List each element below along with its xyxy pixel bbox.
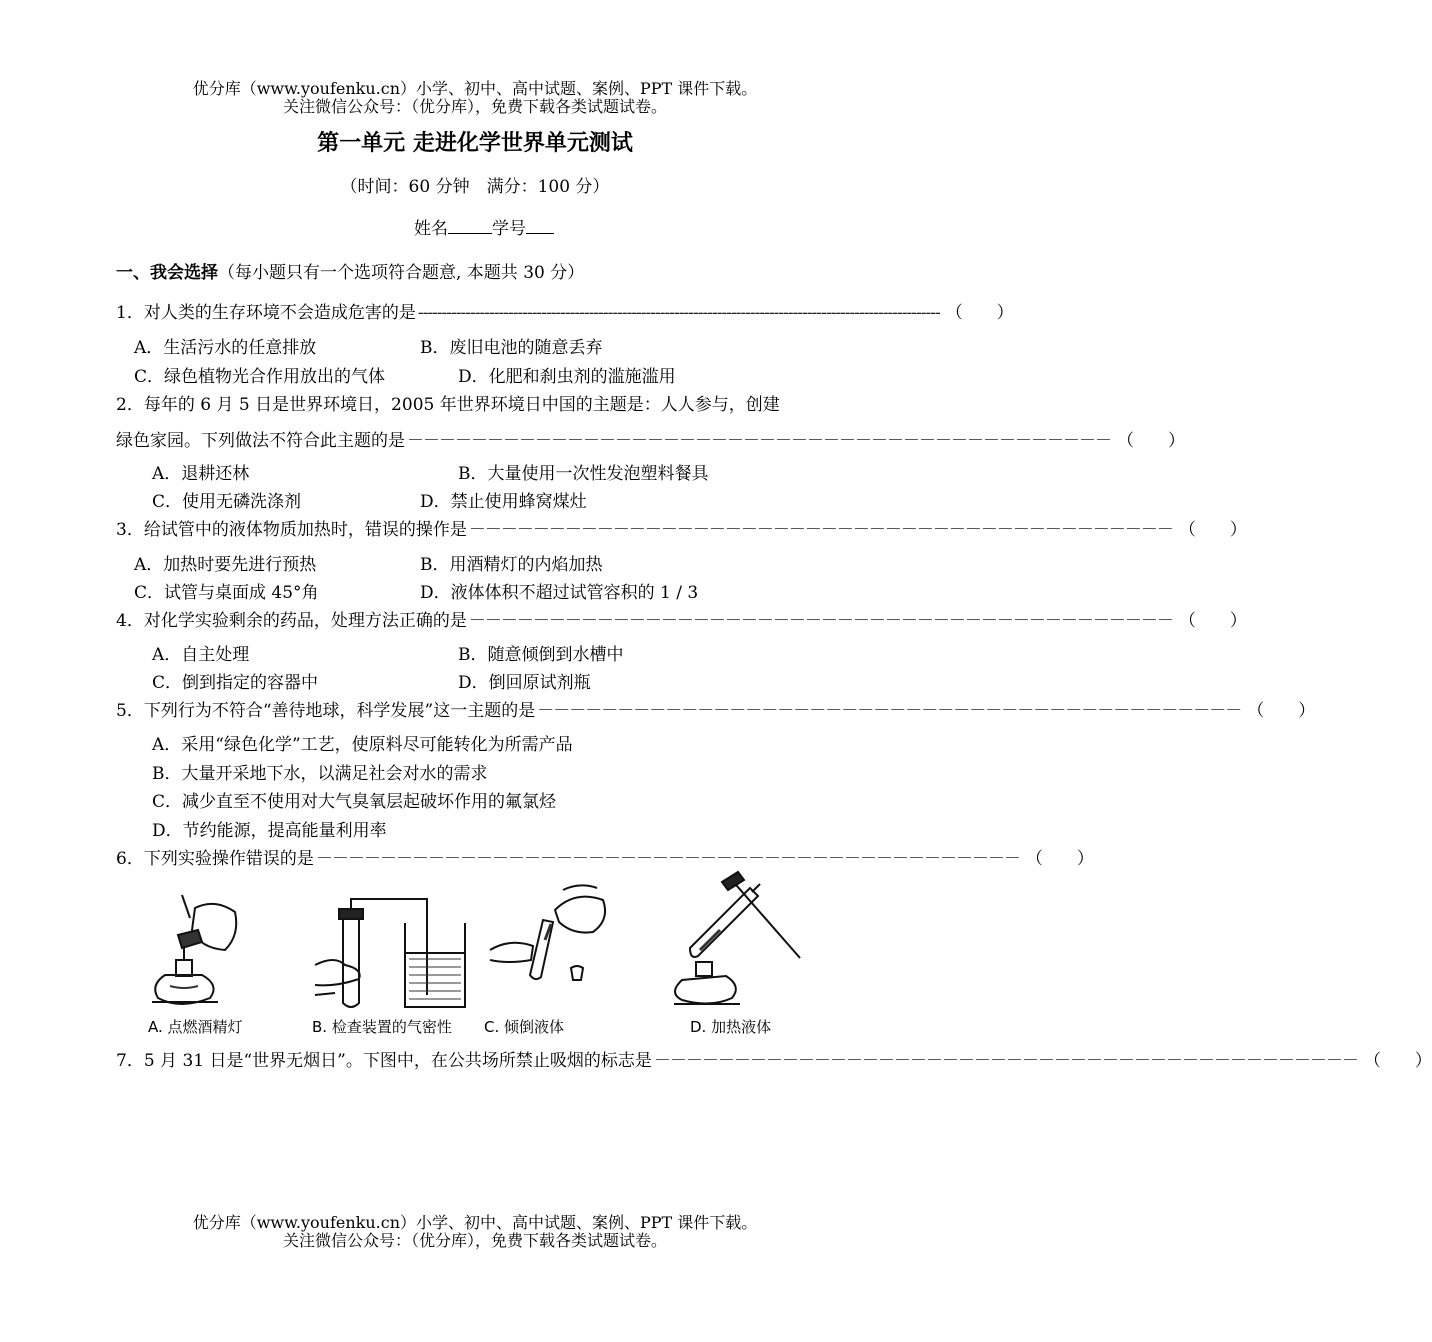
option[interactable]: A．自主处理 xyxy=(152,645,250,665)
question-3 xyxy=(116,515,1247,540)
airtightness-check-figure xyxy=(305,895,485,1013)
page-title: 第一单元 走进化学世界单元测试 xyxy=(317,131,633,156)
header-line-1: 优分库（www.youfenku.cn）小学、初中、高中试题、案例、PPT 课件下载。 xyxy=(192,79,758,98)
option[interactable]: C．试管与桌面成 45°角 xyxy=(134,583,319,603)
name-blank[interactable] xyxy=(448,219,492,234)
option[interactable]: D．化肥和刹虫剂的滥施滥用 xyxy=(458,367,676,387)
section-1-label: 一、我会选择 xyxy=(116,263,218,283)
dash-leader: －－－－－－－－－－－－－－－－－－－－－－－－－－－－－－－－－－－－－－－－－－－－ xyxy=(653,1051,1358,1071)
header-line-2: 关注微信公众号：（优分库），免费下载各类试题试卷。 xyxy=(282,97,667,116)
footer-line-1: 优分库（www.youfenku.cn）小学、初中、高中试题、案例、PPT 课件下载。 xyxy=(192,1213,758,1232)
answer-blank[interactable]: （ ） xyxy=(1247,701,1316,721)
option[interactable]: C．绿色植物光合作用放出的气体 xyxy=(134,367,386,387)
option[interactable]: D．节约能源，提高能量利用率 xyxy=(152,821,387,841)
question-stem: 6．下列实验操作错误的是 xyxy=(116,849,314,869)
dash-leader: －－－－－－－－－－－－－－－－－－－－－－－－－－－－－－－－－－－－－－－－－－－－ xyxy=(407,431,1111,451)
figure-caption-b: B. 检查装置的气密性 xyxy=(312,1018,452,1036)
student-info xyxy=(414,214,554,239)
dash-leader: －－－－－－－－－－－－－－－－－－－－－－－－－－－－－－－－－－－－－－－－－－－－ xyxy=(315,849,1020,869)
question-2 xyxy=(116,426,1185,451)
name-label: 姓名 xyxy=(414,219,448,239)
dash-leader: －－－－－－－－－－－－－－－－－－－－－－－－－－－－－－－－－－－－－－－－－－－－ xyxy=(468,611,1173,631)
figure-caption-c: C. 倾倒液体 xyxy=(484,1018,565,1036)
option[interactable]: D．液体体积不超过试管容积的 1 / 3 xyxy=(420,583,699,603)
heating-liquid-figure xyxy=(660,868,805,1010)
option[interactable]: B．用酒精灯的内焰加热 xyxy=(420,555,603,575)
question-stem: 1．对人类的生存环境不会造成危害的是 xyxy=(116,303,416,323)
question-stem: 7．5 月 31 日是“世界无烟日”。下图中，在公共场所禁止吸烟的标志是 xyxy=(116,1051,652,1071)
option[interactable]: A．采用“绿色化学”工艺，使原料尽可能转化为所需产品 xyxy=(152,735,573,755)
answer-blank[interactable]: （ ） xyxy=(1178,611,1247,631)
question-stem-cont: 绿色家园。下列做法不符合此主题的是 xyxy=(116,431,405,451)
question-7 xyxy=(116,1046,1432,1071)
option[interactable]: D．倒回原试剂瓶 xyxy=(458,673,591,693)
question-stem: 4．对化学实验剩余的药品，处理方法正确的是 xyxy=(116,611,467,631)
id-label: 学号 xyxy=(492,219,526,239)
id-blank[interactable] xyxy=(526,219,554,234)
option[interactable]: C．减少直至不使用对大气臭氧层起破坏作用的氟氯烃 xyxy=(152,792,557,812)
answer-blank[interactable]: （ ） xyxy=(1025,849,1094,869)
dash-leader: －－－－－－－－－－－－－－－－－－－－－－－－－－－－－－－－－－－－－－－－－－－－ xyxy=(468,520,1173,540)
section-1-note: （每小题只有一个选项符合题意, 本题共 30 分） xyxy=(218,263,585,283)
question-2-stem: 2．每年的 6 月 5 日是世界环境日，2005 年世界环境日中国的主题是：人人参与，创建 xyxy=(116,395,780,415)
answer-blank[interactable]: （ ） xyxy=(1178,520,1247,540)
option[interactable]: B．大量使用一次性发泡塑料餐具 xyxy=(458,464,709,484)
option[interactable]: C．使用无磷洗涤剂 xyxy=(152,492,302,512)
footer-line-2: 关注微信公众号：（优分库），免费下载各类试题试卷。 xyxy=(282,1231,667,1250)
figure-caption-d: D. 加热液体 xyxy=(690,1018,772,1036)
figure-caption-a: A. 点燃酒精灯 xyxy=(148,1018,243,1036)
dash-leader: -------------------------------------------------------------------------------------------------------------- xyxy=(417,303,940,323)
option[interactable]: C．倒到指定的容器中 xyxy=(152,673,319,693)
section-1-heading xyxy=(116,258,584,283)
option[interactable]: D．禁止使用蜂窝煤灶 xyxy=(420,492,587,512)
alcohol-lamp-lighting-figure xyxy=(140,890,250,1012)
dash-leader: －－－－－－－－－－－－－－－－－－－－－－－－－－－－－－－－－－－－－－－－－－－－ xyxy=(537,701,1242,721)
option[interactable]: A．生活污水的任意排放 xyxy=(134,338,317,358)
question-4 xyxy=(116,606,1247,631)
question-6 xyxy=(116,844,1094,869)
answer-blank[interactable]: （ ） xyxy=(945,303,1014,323)
exam-meta: （时间：60 分钟 满分：100 分） xyxy=(340,177,610,197)
option[interactable]: A．退耕还林 xyxy=(152,464,250,484)
pouring-liquid-figure xyxy=(485,880,620,1008)
option[interactable]: B．大量开采地下水，以满足社会对水的需求 xyxy=(152,764,488,784)
question-5 xyxy=(116,696,1316,721)
question-stem: 5．下列行为不符合“善待地球，科学发展”这一主题的是 xyxy=(116,701,536,721)
question-1 xyxy=(116,298,1014,323)
option[interactable]: B．废旧电池的随意丢弃 xyxy=(420,338,603,358)
option[interactable]: A．加热时要先进行预热 xyxy=(134,555,317,575)
option[interactable]: B．随意倾倒到水槽中 xyxy=(458,645,624,665)
answer-blank[interactable]: （ ） xyxy=(1117,431,1185,451)
answer-blank[interactable]: （ ） xyxy=(1363,1051,1432,1071)
question-stem: 3．给试管中的液体物质加热时，错误的操作是 xyxy=(116,520,467,540)
